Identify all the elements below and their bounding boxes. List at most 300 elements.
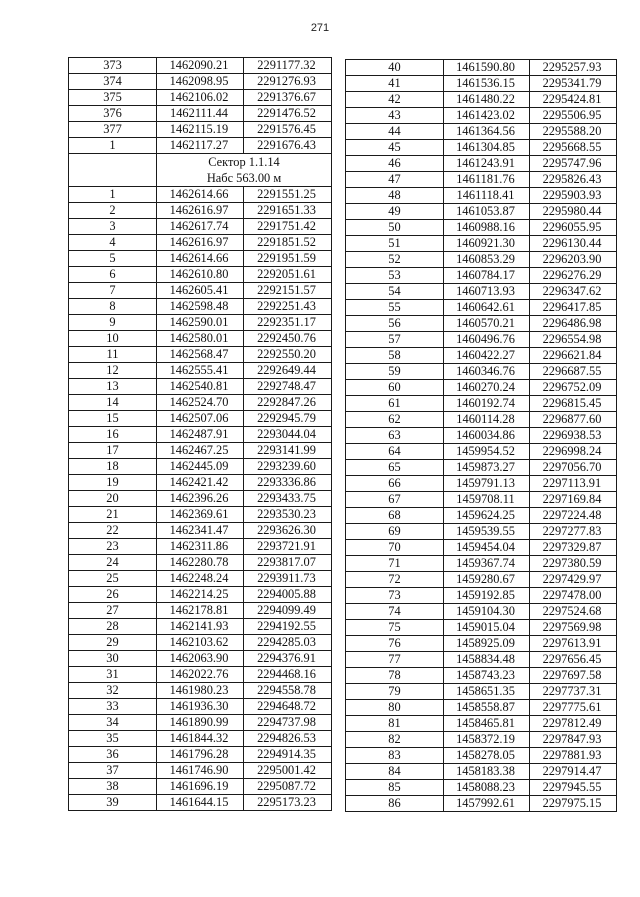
table-row: [69, 411, 332, 427]
point-number-cell: 20: [69, 491, 157, 507]
point-number-cell: 24: [69, 555, 157, 571]
point-number-cell: 84: [346, 764, 444, 780]
table-row: [346, 700, 617, 716]
table-row: [346, 748, 617, 764]
point-number-cell: 29: [69, 635, 157, 651]
y-coordinate-cell: 2296203.90: [530, 252, 617, 268]
table-row: [346, 156, 617, 172]
x-coordinate-cell: 1462617.74: [157, 219, 244, 235]
y-coordinate-cell: 2291576.45: [244, 122, 332, 138]
point-number-cell: 55: [346, 300, 444, 316]
point-number-cell: 77: [346, 652, 444, 668]
y-coordinate-cell: 2295588.20: [530, 124, 617, 140]
table-row: [69, 731, 332, 747]
point-number-cell: 69: [346, 524, 444, 540]
y-coordinate-cell: 2291476.52: [244, 106, 332, 122]
table-row: [346, 236, 617, 252]
x-coordinate-cell: 1462568.47: [157, 347, 244, 363]
table-row: [69, 90, 332, 106]
x-coordinate-cell: 1462507.06: [157, 411, 244, 427]
point-number-cell: 54: [346, 284, 444, 300]
y-coordinate-cell: 2295980.44: [530, 204, 617, 220]
table-row: [346, 396, 617, 412]
left-table-body-before: [69, 58, 332, 154]
x-coordinate-cell: 1459539.55: [444, 524, 530, 540]
y-coordinate-cell: 2297656.45: [530, 652, 617, 668]
point-number-cell: 376: [69, 106, 157, 122]
point-number-cell: 14: [69, 395, 157, 411]
y-coordinate-cell: 2297975.15: [530, 796, 617, 812]
y-coordinate-cell: 2296486.98: [530, 316, 617, 332]
y-coordinate-cell: 2297056.70: [530, 460, 617, 476]
x-coordinate-cell: 1462598.48: [157, 299, 244, 315]
point-number-cell: 30: [69, 651, 157, 667]
x-coordinate-cell: 1462214.25: [157, 587, 244, 603]
table-row: [69, 635, 332, 651]
y-coordinate-cell: 2296998.24: [530, 444, 617, 460]
x-coordinate-cell: 1461696.19: [157, 779, 244, 795]
table-row: [346, 284, 617, 300]
x-coordinate-cell: 1458372.19: [444, 732, 530, 748]
point-number-cell: 32: [69, 683, 157, 699]
x-coordinate-cell: 1462445.09: [157, 459, 244, 475]
table-row: [69, 795, 332, 811]
sector-header: [69, 154, 332, 187]
table-row: [346, 252, 617, 268]
table-row: [346, 220, 617, 236]
point-number-cell: 58: [346, 348, 444, 364]
point-number-cell: 46: [346, 156, 444, 172]
table-row: [346, 796, 617, 812]
table-row: [346, 620, 617, 636]
y-coordinate-cell: 2297914.47: [530, 764, 617, 780]
x-coordinate-cell: 1458925.09: [444, 636, 530, 652]
table-row: [346, 268, 617, 284]
sector-header-spacer: [69, 154, 157, 187]
x-coordinate-cell: 1462580.01: [157, 331, 244, 347]
x-coordinate-cell: 1460270.24: [444, 380, 530, 396]
point-number-cell: 11: [69, 347, 157, 363]
table-row: [69, 443, 332, 459]
y-coordinate-cell: 2292151.57: [244, 283, 332, 299]
point-number-cell: 37: [69, 763, 157, 779]
y-coordinate-cell: 2297881.93: [530, 748, 617, 764]
y-coordinate-cell: 2291551.25: [244, 187, 332, 203]
y-coordinate-cell: 2294376.91: [244, 651, 332, 667]
table-row: [346, 684, 617, 700]
table-row: [69, 683, 332, 699]
point-number-cell: 25: [69, 571, 157, 587]
x-coordinate-cell: 1462022.76: [157, 667, 244, 683]
y-coordinate-cell: 2296347.62: [530, 284, 617, 300]
table-row: [69, 363, 332, 379]
x-coordinate-cell: 1462090.21: [157, 58, 244, 74]
x-coordinate-cell: 1458183.38: [444, 764, 530, 780]
x-coordinate-cell: 1459708.11: [444, 492, 530, 508]
y-coordinate-cell: 2297737.31: [530, 684, 617, 700]
point-number-cell: 31: [69, 667, 157, 683]
y-coordinate-cell: 2297697.58: [530, 668, 617, 684]
table-row: [346, 60, 617, 76]
table-row: [346, 428, 617, 444]
x-coordinate-cell: 1462467.25: [157, 443, 244, 459]
x-coordinate-cell: 1460570.21: [444, 316, 530, 332]
y-coordinate-cell: 2297775.61: [530, 700, 617, 716]
point-number-cell: 74: [346, 604, 444, 620]
point-number-cell: 82: [346, 732, 444, 748]
page-number: 271: [310, 22, 330, 34]
table-row: [69, 475, 332, 491]
y-coordinate-cell: 2292649.44: [244, 363, 332, 379]
point-number-cell: 53: [346, 268, 444, 284]
x-coordinate-cell: 1458743.23: [444, 668, 530, 684]
point-number-cell: 18: [69, 459, 157, 475]
point-number-cell: 23: [69, 539, 157, 555]
table-row: [346, 140, 617, 156]
point-number-cell: 1: [69, 138, 157, 154]
table-row: [346, 92, 617, 108]
x-coordinate-cell: 1460114.28: [444, 412, 530, 428]
table-row: [69, 395, 332, 411]
x-coordinate-cell: 1458834.48: [444, 652, 530, 668]
x-coordinate-cell: 1462311.86: [157, 539, 244, 555]
y-coordinate-cell: 2293336.86: [244, 475, 332, 491]
y-coordinate-cell: 2293433.75: [244, 491, 332, 507]
table-row: [346, 508, 617, 524]
table-row: [346, 188, 617, 204]
table-row: [69, 651, 332, 667]
point-number-cell: 51: [346, 236, 444, 252]
y-coordinate-cell: 2296752.09: [530, 380, 617, 396]
table-row: [346, 300, 617, 316]
x-coordinate-cell: 1462487.91: [157, 427, 244, 443]
point-number-cell: 56: [346, 316, 444, 332]
table-row: [69, 74, 332, 90]
y-coordinate-cell: 2297812.49: [530, 716, 617, 732]
y-coordinate-cell: 2297847.93: [530, 732, 617, 748]
x-coordinate-cell: 1462614.66: [157, 187, 244, 203]
point-number-cell: 68: [346, 508, 444, 524]
x-coordinate-cell: 1459280.67: [444, 572, 530, 588]
point-number-cell: 81: [346, 716, 444, 732]
point-number-cell: 63: [346, 428, 444, 444]
x-coordinate-cell: 1459104.30: [444, 604, 530, 620]
point-number-cell: 19: [69, 475, 157, 491]
y-coordinate-cell: 2297277.83: [530, 524, 617, 540]
point-number-cell: 40: [346, 60, 444, 76]
x-coordinate-cell: 1462178.81: [157, 603, 244, 619]
point-number-cell: 9: [69, 315, 157, 331]
y-coordinate-cell: 2297613.91: [530, 636, 617, 652]
y-coordinate-cell: 2296877.60: [530, 412, 617, 428]
x-coordinate-cell: 1460346.76: [444, 364, 530, 380]
table-row: [69, 58, 332, 74]
x-coordinate-cell: 1462117.27: [157, 138, 244, 154]
table-row: [346, 76, 617, 92]
x-coordinate-cell: 1459873.27: [444, 460, 530, 476]
y-coordinate-cell: 2294914.35: [244, 747, 332, 763]
x-coordinate-cell: 1460921.30: [444, 236, 530, 252]
table-row: [346, 380, 617, 396]
y-coordinate-cell: 2295506.95: [530, 108, 617, 124]
y-coordinate-cell: 2293817.07: [244, 555, 332, 571]
y-coordinate-cell: 2291651.33: [244, 203, 332, 219]
y-coordinate-cell: 2297945.55: [530, 780, 617, 796]
table-row: [69, 587, 332, 603]
table-row: [69, 106, 332, 122]
y-coordinate-cell: 2295424.81: [530, 92, 617, 108]
point-number-cell: 10: [69, 331, 157, 347]
y-coordinate-cell: 2292251.43: [244, 299, 332, 315]
table-row: [69, 715, 332, 731]
point-number-cell: 26: [69, 587, 157, 603]
x-coordinate-cell: 1459454.04: [444, 540, 530, 556]
y-coordinate-cell: 2291951.59: [244, 251, 332, 267]
table-row: [69, 203, 332, 219]
point-number-cell: 34: [69, 715, 157, 731]
table-row: [346, 556, 617, 572]
x-coordinate-cell: 1460784.17: [444, 268, 530, 284]
x-coordinate-cell: 1461890.99: [157, 715, 244, 731]
y-coordinate-cell: 2292051.61: [244, 267, 332, 283]
point-number-cell: 2: [69, 203, 157, 219]
table-row: [69, 555, 332, 571]
point-number-cell: 12: [69, 363, 157, 379]
point-number-cell: 36: [69, 747, 157, 763]
y-coordinate-cell: 2291851.52: [244, 235, 332, 251]
table-row: [69, 523, 332, 539]
point-number-cell: 33: [69, 699, 157, 715]
point-number-cell: 59: [346, 364, 444, 380]
y-coordinate-cell: 2293530.23: [244, 507, 332, 523]
x-coordinate-cell: 1462540.81: [157, 379, 244, 395]
point-number-cell: 15: [69, 411, 157, 427]
x-coordinate-cell: 1461936.30: [157, 699, 244, 715]
coordinates-table-right: [345, 59, 617, 812]
table-row: [69, 667, 332, 683]
point-number-cell: 71: [346, 556, 444, 572]
table-row: [69, 427, 332, 443]
point-number-cell: 27: [69, 603, 157, 619]
table-row: [346, 604, 617, 620]
point-number-cell: 60: [346, 380, 444, 396]
y-coordinate-cell: 2297329.87: [530, 540, 617, 556]
y-coordinate-cell: 2297224.48: [530, 508, 617, 524]
table-row: [69, 347, 332, 363]
x-coordinate-cell: 1461053.87: [444, 204, 530, 220]
x-coordinate-cell: 1459791.13: [444, 476, 530, 492]
table-row: [346, 540, 617, 556]
y-coordinate-cell: 2295903.93: [530, 188, 617, 204]
x-coordinate-cell: 1462369.61: [157, 507, 244, 523]
point-number-cell: 16: [69, 427, 157, 443]
x-coordinate-cell: 1461364.56: [444, 124, 530, 140]
point-number-cell: 62: [346, 412, 444, 428]
x-coordinate-cell: 1459624.25: [444, 508, 530, 524]
y-coordinate-cell: 2297478.00: [530, 588, 617, 604]
point-number-cell: 61: [346, 396, 444, 412]
point-number-cell: 39: [69, 795, 157, 811]
x-coordinate-cell: 1462280.78: [157, 555, 244, 571]
point-number-cell: 374: [69, 74, 157, 90]
y-coordinate-cell: 2297524.68: [530, 604, 617, 620]
y-coordinate-cell: 2297380.59: [530, 556, 617, 572]
table-row: [69, 747, 332, 763]
y-coordinate-cell: 2295257.93: [530, 60, 617, 76]
x-coordinate-cell: 1462106.02: [157, 90, 244, 106]
sector-name: Сектор 1.1.14: [208, 155, 280, 169]
table-row: [69, 267, 332, 283]
x-coordinate-cell: 1462421.42: [157, 475, 244, 491]
table-row: [346, 524, 617, 540]
x-coordinate-cell: 1461480.22: [444, 92, 530, 108]
table-row: [346, 572, 617, 588]
x-coordinate-cell: 1460496.76: [444, 332, 530, 348]
y-coordinate-cell: 2291177.32: [244, 58, 332, 74]
y-coordinate-cell: 2293044.04: [244, 427, 332, 443]
y-coordinate-cell: 2293626.30: [244, 523, 332, 539]
point-number-cell: 17: [69, 443, 157, 459]
table-row: [69, 491, 332, 507]
y-coordinate-cell: 2294826.53: [244, 731, 332, 747]
point-number-cell: 373: [69, 58, 157, 74]
x-coordinate-cell: 1461423.02: [444, 108, 530, 124]
point-number-cell: 6: [69, 267, 157, 283]
y-coordinate-cell: 2297569.98: [530, 620, 617, 636]
y-coordinate-cell: 2297429.97: [530, 572, 617, 588]
x-coordinate-cell: 1461243.91: [444, 156, 530, 172]
y-coordinate-cell: 2296815.45: [530, 396, 617, 412]
point-number-cell: 44: [346, 124, 444, 140]
y-coordinate-cell: 2296938.53: [530, 428, 617, 444]
x-coordinate-cell: 1460034.86: [444, 428, 530, 444]
x-coordinate-cell: 1462614.66: [157, 251, 244, 267]
y-coordinate-cell: 2293239.60: [244, 459, 332, 475]
point-number-cell: 42: [346, 92, 444, 108]
table-row: [346, 172, 617, 188]
table-row: [69, 315, 332, 331]
x-coordinate-cell: 1462616.97: [157, 235, 244, 251]
point-number-cell: 7: [69, 283, 157, 299]
table-row: [346, 476, 617, 492]
point-number-cell: 8: [69, 299, 157, 315]
y-coordinate-cell: 2296687.55: [530, 364, 617, 380]
table-row: [69, 299, 332, 315]
table-row: [346, 780, 617, 796]
y-coordinate-cell: 2296130.44: [530, 236, 617, 252]
point-number-cell: 50: [346, 220, 444, 236]
x-coordinate-cell: 1462555.41: [157, 363, 244, 379]
x-coordinate-cell: 1460713.93: [444, 284, 530, 300]
table-row: [69, 571, 332, 587]
point-number-cell: 78: [346, 668, 444, 684]
table-row: [69, 235, 332, 251]
table-row: [346, 444, 617, 460]
y-coordinate-cell: 2296417.85: [530, 300, 617, 316]
y-coordinate-cell: 2296554.98: [530, 332, 617, 348]
point-number-cell: 73: [346, 588, 444, 604]
table-row: [346, 588, 617, 604]
x-coordinate-cell: 1462616.97: [157, 203, 244, 219]
point-number-cell: 86: [346, 796, 444, 812]
x-coordinate-cell: 1462098.95: [157, 74, 244, 90]
y-coordinate-cell: 2292550.20: [244, 347, 332, 363]
x-coordinate-cell: 1462248.24: [157, 571, 244, 587]
x-coordinate-cell: 1459015.04: [444, 620, 530, 636]
point-number-cell: 64: [346, 444, 444, 460]
y-coordinate-cell: 2294468.16: [244, 667, 332, 683]
table-row: [69, 459, 332, 475]
y-coordinate-cell: 2296276.29: [530, 268, 617, 284]
y-coordinate-cell: 2294737.98: [244, 715, 332, 731]
table-row: [69, 699, 332, 715]
y-coordinate-cell: 2294558.78: [244, 683, 332, 699]
point-number-cell: 66: [346, 476, 444, 492]
x-coordinate-cell: 1461181.76: [444, 172, 530, 188]
point-number-cell: 21: [69, 507, 157, 523]
x-coordinate-cell: 1461746.90: [157, 763, 244, 779]
y-coordinate-cell: 2295173.23: [244, 795, 332, 811]
x-coordinate-cell: 1462396.26: [157, 491, 244, 507]
table-row: [346, 108, 617, 124]
table-row: [346, 204, 617, 220]
y-coordinate-cell: 2291676.43: [244, 138, 332, 154]
table-row: [69, 603, 332, 619]
y-coordinate-cell: 2297113.91: [530, 476, 617, 492]
y-coordinate-cell: 2295668.55: [530, 140, 617, 156]
table-row: [346, 316, 617, 332]
x-coordinate-cell: 1462103.62: [157, 635, 244, 651]
point-number-cell: 3: [69, 219, 157, 235]
y-coordinate-cell: 2292847.26: [244, 395, 332, 411]
x-coordinate-cell: 1462063.90: [157, 651, 244, 667]
table-row: [69, 763, 332, 779]
x-coordinate-cell: 1458278.05: [444, 748, 530, 764]
point-number-cell: 65: [346, 460, 444, 476]
x-coordinate-cell: 1462524.70: [157, 395, 244, 411]
point-number-cell: 377: [69, 122, 157, 138]
table-row: [346, 492, 617, 508]
point-number-cell: 375: [69, 90, 157, 106]
x-coordinate-cell: 1458465.81: [444, 716, 530, 732]
x-coordinate-cell: 1462115.19: [157, 122, 244, 138]
point-number-cell: 41: [346, 76, 444, 92]
table-row: [346, 332, 617, 348]
table-row: [69, 138, 332, 154]
y-coordinate-cell: 2292945.79: [244, 411, 332, 427]
y-coordinate-cell: 2296621.84: [530, 348, 617, 364]
x-coordinate-cell: 1461844.32: [157, 731, 244, 747]
x-coordinate-cell: 1461644.15: [157, 795, 244, 811]
y-coordinate-cell: 2293141.99: [244, 443, 332, 459]
point-number-cell: 52: [346, 252, 444, 268]
y-coordinate-cell: 2295341.79: [530, 76, 617, 92]
table-row: [69, 539, 332, 555]
point-number-cell: 4: [69, 235, 157, 251]
point-number-cell: 76: [346, 636, 444, 652]
point-number-cell: 47: [346, 172, 444, 188]
x-coordinate-cell: 1462111.44: [157, 106, 244, 122]
y-coordinate-cell: 2292450.76: [244, 331, 332, 347]
y-coordinate-cell: 2292748.47: [244, 379, 332, 395]
sector-header-title: [157, 154, 332, 187]
table-row: [346, 636, 617, 652]
x-coordinate-cell: 1462141.93: [157, 619, 244, 635]
y-coordinate-cell: 2297169.84: [530, 492, 617, 508]
x-coordinate-cell: 1461590.80: [444, 60, 530, 76]
y-coordinate-cell: 2293911.73: [244, 571, 332, 587]
y-coordinate-cell: 2295747.96: [530, 156, 617, 172]
